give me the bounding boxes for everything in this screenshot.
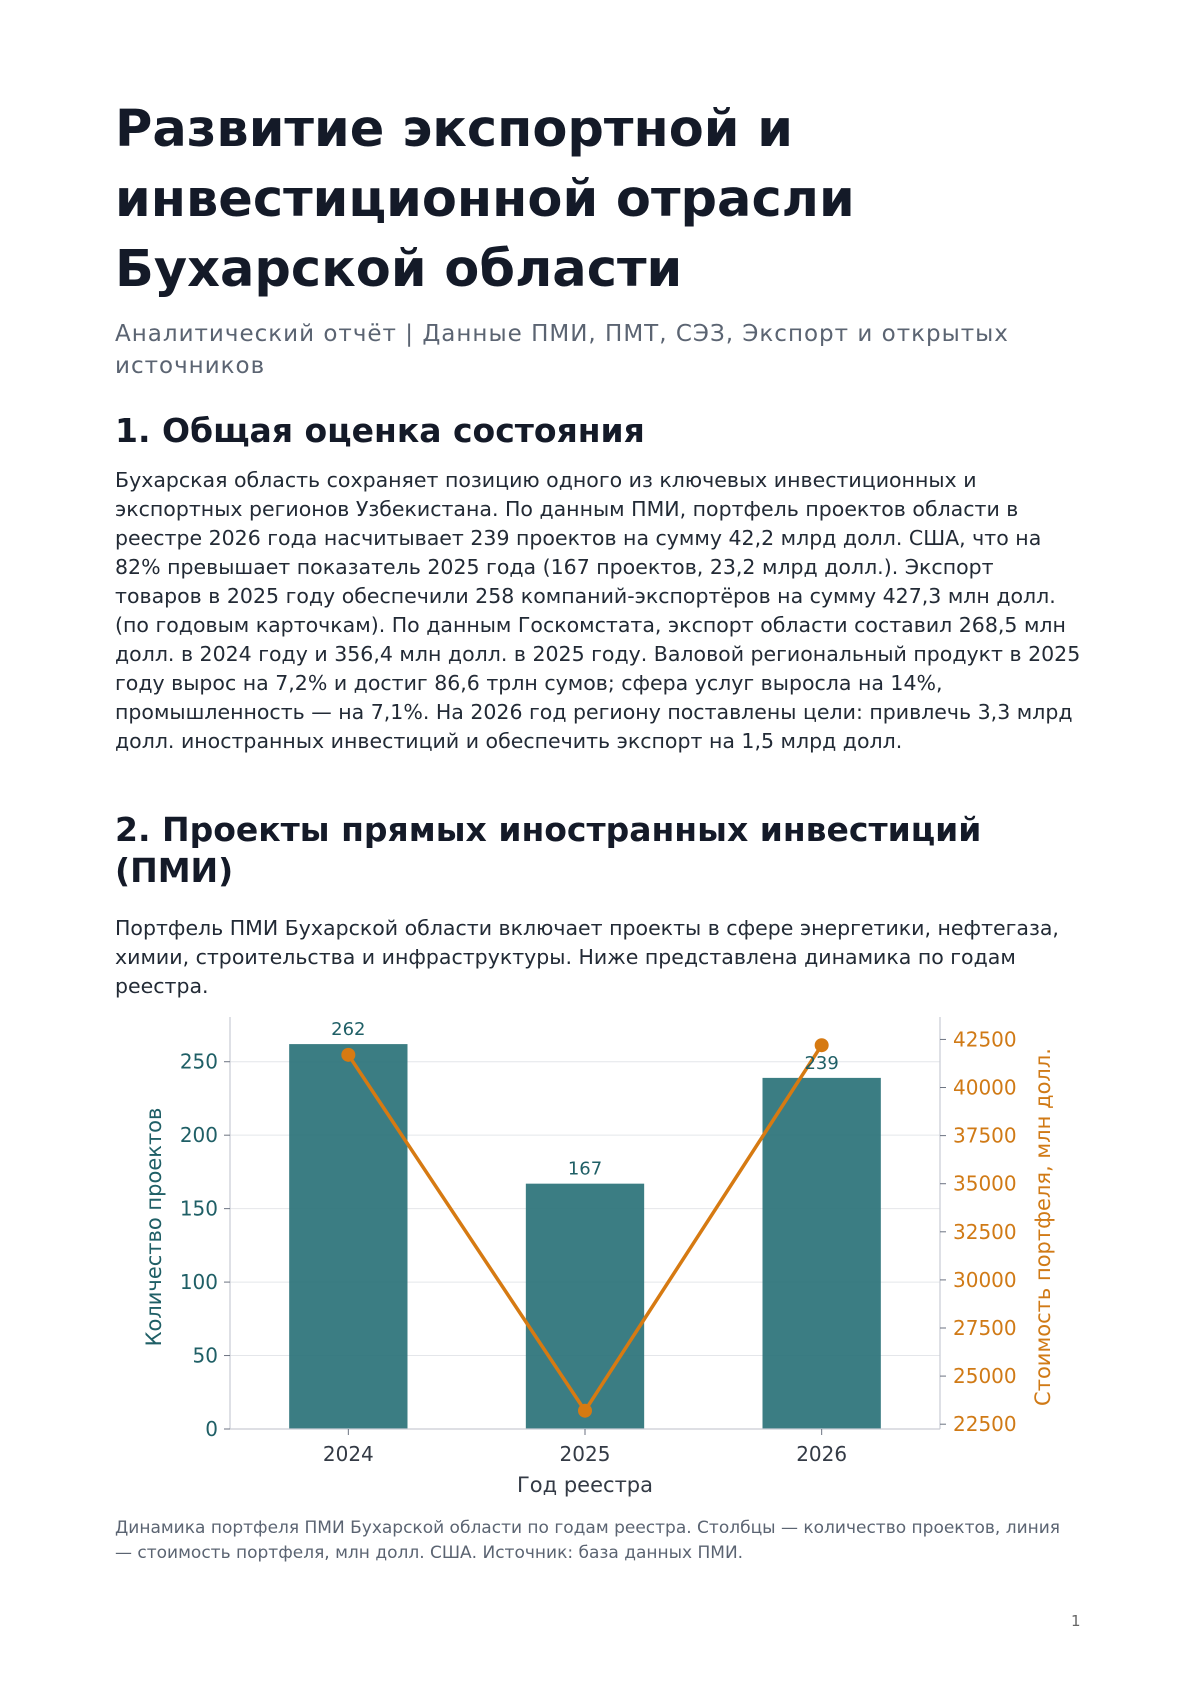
section-2-heading: 2. Проекты прямых иностранных инвестиций (ПМИ) (115, 810, 982, 890)
y-right-tick-label: 30000 (953, 1267, 1017, 1292)
y-right-tick-label: 42500 (953, 1027, 1017, 1052)
x-tick-label: 2025 (559, 1442, 611, 1466)
chart-caption: Динамика портфеля ПМИ Бухарской области по годам реестра. Столбцы — количество проектов, линия — стоимость портфеля, млн долл. США. Источник: база данных ПМИ. (115, 1518, 1061, 1563)
section-1-heading: 1. Общая оценка состояния (115, 411, 645, 450)
portfolio-value-point-2025 (578, 1404, 592, 1418)
y-left-axis-title: Количество проектов (142, 1107, 166, 1347)
bar-2024 (289, 1044, 407, 1429)
y-left-tick-label: 100 (179, 1270, 218, 1295)
section-2-text: Портфель ПМИ Бухарской области включает проекты в сфере энергетики, нефтегаза, химии, строительства и инфраструктуры. Ниже представлена динамика по годам реестра. (115, 916, 1059, 998)
y-right-tick-label: 40000 (953, 1075, 1017, 1100)
y-left-tick-label: 150 (179, 1196, 218, 1221)
y-left-tick-label: 50 (192, 1343, 218, 1368)
x-axis-title: Год реестра (517, 1473, 653, 1497)
y-right-tick-label: 22500 (953, 1412, 1017, 1437)
pmi-portfolio-chart (115, 1005, 1081, 1505)
bar-2026 (763, 1078, 881, 1429)
page-number: 1 (1071, 1612, 1081, 1630)
page-title: Развитие экспортной и инвестиционной отрасли Бухарской области (115, 100, 855, 299)
y-left-tick-label: 250 (179, 1049, 218, 1074)
y-right-axis-title: Стоимость портфеля, млн долл. (1031, 1048, 1055, 1406)
portfolio-value-point-2024 (341, 1048, 355, 1062)
bar-data-label: 167 (567, 1158, 603, 1180)
y-right-tick-label: 37500 (953, 1123, 1017, 1148)
y-left-tick-label: 0 (205, 1417, 218, 1441)
y-left-tick-label: 200 (179, 1123, 218, 1148)
y-right-tick-label: 32500 (953, 1219, 1017, 1244)
x-tick-label: 2026 (796, 1442, 848, 1466)
y-right-tick-label: 27500 (953, 1316, 1017, 1340)
y-right-tick-label: 35000 (953, 1171, 1017, 1196)
y-right-tick-label: 25000 (953, 1364, 1017, 1389)
bar-2025 (526, 1184, 644, 1429)
bar-data-label: 239 (804, 1052, 839, 1074)
x-tick-label: 2024 (322, 1442, 374, 1466)
section-1-text: Бухарская область сохраняет позицию одного из ключевых инвестиционных и экспортных регионов Узбекистана. По данным ПМИ, портфель проектов области в реестре 2026 года насчитывает 239 проектов на сумму 42,2 млрд долл. США, что на 82% превышает показатель 2025 года (167 проектов, 23,2 млрд долл.). Экспорт товаров в 2025 году обеспечили 258 компаний-экспортёров на сумму 427,3 млн долл. (по годовым карточкам). По данным Госкомстата, экспорт области составил 268,5 млн долл. в 2024 году и 356,4 млн долл. в 2025 году. Валовой региональный продукт в 2025 году вырос на 7,2% и достиг 86,6 трлн сумов; сфера услуг выросла на 14%, промышленность — на 7,1%. На 2026 год региону поставлены цели: привлечь 3,3 млрд долл. иностранных инвестиций и обеспечить экспорт на 1,5 млрд долл. (115, 468, 1081, 753)
bar-data-label: 262 (331, 1019, 366, 1041)
page-subtitle: Аналитический отчёт | Данные ПМИ, ПМТ, СЭЗ, Экспорт и открытых источников (115, 321, 1009, 379)
portfolio-value-point-2026 (815, 1038, 829, 1052)
